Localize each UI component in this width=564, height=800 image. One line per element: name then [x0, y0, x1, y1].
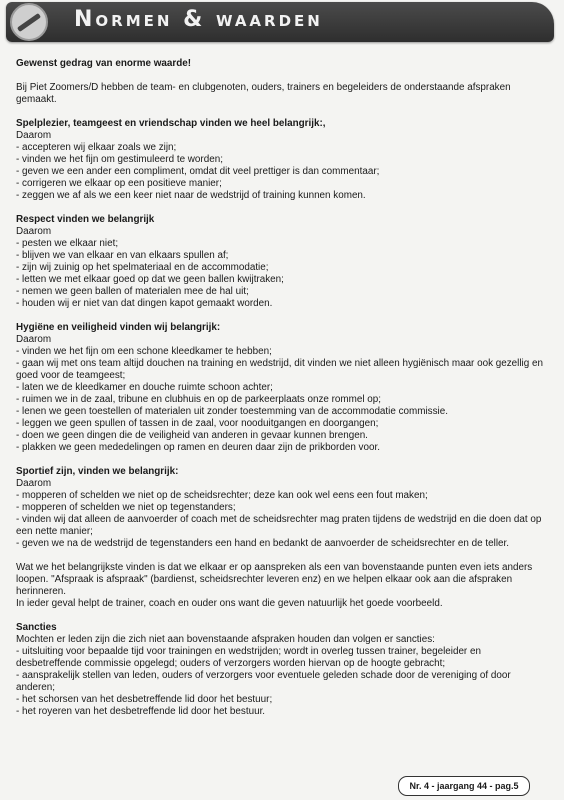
list-item: - het schorsen van het desbetreffende lid door het bestuur;	[16, 694, 273, 705]
list-item: - corrigeren we elkaar op een positieve manier;	[16, 178, 222, 189]
section-spelplezier	[16, 118, 544, 202]
section-respect	[16, 214, 544, 310]
list-item: - vinden wij dat alleen de aanvoerder of coach met de scheidsrechter mag praten tijdens de wedstrijd en die doen dat op een nette manier;	[16, 514, 542, 537]
section-heading: Spelplezier, teamgeest en vriendschap vinden we heel belangrijk:,	[16, 118, 326, 129]
list-item: - zeggen we af als we een keer niet naar de wedstrijd of training kunnen komen.	[16, 190, 366, 201]
list-item: - zijn wij zuinig op het spelmateriaal en de accommodatie;	[16, 262, 269, 273]
page-title: Normen & waarden	[74, 7, 323, 32]
list-item: - letten we met elkaar goed op dat we geen ballen kwijtraken;	[16, 274, 284, 285]
club-logo-icon	[10, 3, 48, 41]
page-number-badge: Nr. 4 - jaargang 44 - pag.5	[398, 776, 530, 796]
list-item: - houden wij er niet van dat dingen kapot gemaakt worden.	[16, 298, 273, 309]
section-heading: Respect vinden we belangrijk	[16, 214, 155, 225]
closing-text: Wat we het belangrijkste vinden is dat we elkaar er op aanspreken als een van bovenstaande punten even iets anders loopen. "Afspraak is afspraak" (bardienst, scheidsrechter leveren enz) en we helpen elkaar ook aan die afspraken herinneren.	[16, 562, 533, 597]
section-sancties	[16, 622, 544, 718]
list-item: - gaan wij met ons team altijd douchen na training en wedstrijd, dit vinden we niet alleen hygiënisch maar ook gezellig en goed voor de teamgeest;	[16, 358, 543, 381]
list-item: - lenen we geen toestellen of materialen uit zonder toestemming van de accommodatie commissie.	[16, 406, 448, 417]
list-item: - accepteren wij elkaar zoals we zijn;	[16, 142, 177, 153]
list-item: - pesten we elkaar niet;	[16, 238, 119, 249]
list-item: - blijven we van elkaar en van elkaars spullen af;	[16, 250, 229, 261]
intro-text: Bij Piet Zoomers/D hebben de team- en clubgenoten, ouders, trainers en begeleiders de onderstaande afspraken gemaakt.	[16, 82, 511, 105]
list-item: - laten we de kleedkamer en douche ruimte schoon achter;	[16, 382, 273, 393]
list-item: - vinden we het fijn om een schone kleedkamer te hebben;	[16, 346, 272, 357]
list-item: - aansprakelijk stellen van leden, ouders of verzorgers voor eventuele geleden schade door de vereniging of door anderen;	[16, 670, 511, 693]
list-item: - geven we na de wedstrijd de tegenstanders een hand en bedankt de aanvoerder de scheidsrechter en de teller.	[16, 538, 509, 549]
section-heading: Sancties	[16, 622, 57, 633]
closing-text-2: In ieder geval helpt de trainer, coach en ouder ons want die geven natuurlijk het goede voorbeeld.	[16, 598, 443, 609]
section-hygiene	[16, 322, 544, 454]
intro-heading: Gewenst gedrag van enorme waarde!	[16, 58, 192, 69]
section-heading: Hygiëne en veiligheid vinden wij belangrijk:	[16, 322, 221, 333]
list-item: - mopperen of schelden we niet op de scheidsrechter; deze kan ook wel eens een fout maken;	[16, 490, 428, 501]
list-item: - nemen we geen ballen of materialen mee de hal uit;	[16, 286, 249, 297]
list-item: Daarom	[16, 226, 52, 237]
list-item: - mopperen of schelden we niet op tegenstanders;	[16, 502, 236, 513]
list-item: Daarom	[16, 334, 52, 345]
list-item: - het royeren van het desbetreffende lid door het bestuur.	[16, 706, 266, 717]
list-item: - ruimen we in de zaal, tribune en clubhuis en op de parkeerplaats onze rommel op;	[16, 394, 382, 405]
list-item: - leggen we geen spullen of tassen in de zaal, voor nooduitgangen en doorgangen;	[16, 418, 379, 429]
document-body	[16, 58, 544, 730]
list-item: - plakken we geen mededelingen op ramen en deuren daar zijn de prikborden voor.	[16, 442, 380, 453]
list-item: Mochten er leden zijn die zich niet aan bovenstaande afspraken houden dan volgen er sancties:	[16, 634, 435, 645]
section-heading: Sportief zijn, vinden we belangrijk:	[16, 466, 179, 477]
list-item: - uitsluiting voor bepaalde tijd voor trainingen en wedstrijden; wordt in overleg tussen trainer, begeleider en desbetreffende commissie opgelegd; ouders of verzorgers worden hiervan op de hoogte gebracht;	[16, 646, 481, 669]
list-item: - geven we een ander een compliment, omdat dit veel prettiger is dan commentaar;	[16, 166, 380, 177]
list-item: Daarom	[16, 130, 52, 141]
header-banner	[6, 2, 554, 42]
list-item: - vinden we het fijn om gestimuleerd te worden;	[16, 154, 223, 165]
section-sportief	[16, 466, 544, 550]
list-item: - doen we geen dingen die de veiligheid van anderen in gevaar kunnen brengen.	[16, 430, 368, 441]
list-item: Daarom	[16, 478, 52, 489]
